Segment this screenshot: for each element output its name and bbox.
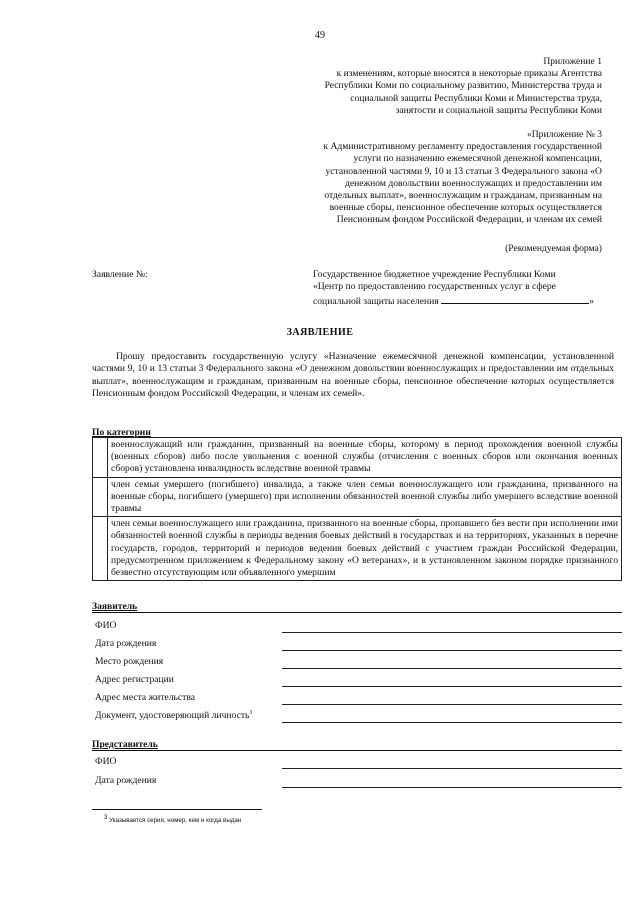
categories-table (92, 437, 622, 581)
appendix-1-line: к изменениям, которые вносятся в некоторые приказы Агентства (336, 68, 602, 80)
addressee-blank-line[interactable] (441, 294, 589, 304)
applicant-section-title: Заявитель (92, 601, 138, 612)
applicant-residence-address-label: Адрес места жительства (95, 692, 196, 703)
appendix-1-line: Республики Коми по социальному развитию, Министерства труда и (324, 80, 602, 92)
appendix-3-line: военные сборы, пенсионное обеспечение которых осуществляется (329, 202, 602, 214)
application-number-label: Заявление №: (92, 269, 148, 280)
recommended-form-note: (Рекомендуемая форма) (505, 243, 602, 254)
footnote-reference: 3 (249, 710, 253, 716)
categories-title: По категории (92, 427, 151, 438)
page-number: 49 (315, 30, 325, 41)
category-row (93, 438, 622, 478)
appendix-3-line: Пенсионным фондом Российской Федерации, и членам их семей (336, 214, 602, 226)
representative-fio-label: ФИО (95, 756, 117, 767)
appendix-3-line: к Административному регламенту предоставления государственной (323, 141, 602, 153)
category-text: член семьи военнослужащего или гражданина, призванного на военные сборы, пропавшего без вести при исполнении ими обязанностей военной службы в периоды ведения боевых действий в государствах и на территориях, указанных в перечне государств, городов, территорий и периодов ведения боевых действий с участием граждан Российской Федерации, предусмотренном приложением к Федеральному закону «О ветеранах», и в установленном законом порядке признанного безвестно отсутствующим или объявленного умершим (108, 517, 622, 581)
applicant-registration-address-label: Адрес регистрации (95, 674, 174, 685)
appendix-3-line: денежном довольствии военнослужащих и предоставлении им (344, 177, 602, 189)
applicant-id-document-text: Документ, удостоверяющий личность (95, 710, 250, 722)
addressee-line-1: Государственное бюджетное учреждение Республики Коми (313, 269, 556, 280)
applicant-id-document-input[interactable] (282, 722, 622, 723)
appendix-3-line: установленной частями 9, 10 и 13 статьи 3 Федерального закона «О (325, 165, 602, 177)
applicant-section-line (92, 612, 622, 613)
applicant-birthplace-input[interactable] (282, 668, 622, 669)
applicant-birthdate-input[interactable] (282, 650, 622, 651)
document-title: ЗАЯВЛЕНИЕ (286, 327, 354, 338)
applicant-id-document-label (95, 710, 252, 721)
category-row (93, 517, 622, 581)
appendix-1-title: Приложение 1 (543, 56, 602, 67)
applicant-fio-label: ФИО (95, 620, 117, 631)
appendix-1-block (250, 56, 602, 117)
addressee-block (313, 269, 613, 308)
appendix-1-line: занятости и социальной защиты Республики Коми (395, 104, 602, 116)
appendix-3-block (250, 129, 602, 227)
category-text: член семьи умершего (погибшего) инвалида, а также член семьи военнослужащего или гражданина, призванного на военные сборы, погибшего (умершего) при исполнении обязанностей военной службы либо умершего вследствие военной травмы (108, 477, 622, 517)
request-paragraph: Прошу предоставить государственную услугу «Назначение ежемесячной денежной компенсации, установленной частями 9, 10 и 13 статьи 3 Федерального закона «О денежном довольствии военнослужащих и предоставлении им отдельных выплат», военнослужащим и гражданам, призванным на военные сборы, пенсионное обеспечение которых осуществляется Пенсионным фондом Российской Федерации, и членам их семей». (92, 351, 614, 400)
category-checkbox[interactable] (93, 477, 108, 517)
addressee-line-2: «Центр по предоставлению государственных услуг в сфере (313, 281, 556, 293)
appendix-3-title: «Приложение № 3 (526, 129, 602, 140)
footnote-rule (92, 809, 262, 810)
footnote (104, 815, 241, 824)
appendix-1-line: социальной защиты Республики Коми и Министерства труда, (350, 92, 602, 104)
representative-section-line (92, 750, 622, 751)
addressee-line-3 (313, 294, 613, 308)
category-checkbox[interactable] (93, 517, 108, 581)
applicant-birthplace-label: Место рождения (95, 656, 164, 667)
representative-fio-input[interactable] (282, 768, 622, 769)
footnote-text: Указывается серия, номер, кем и когда выдан (109, 817, 242, 825)
appendix-3-line: услуги по назначению ежемесячной денежной компенсации, (353, 153, 602, 165)
category-row (93, 477, 622, 517)
category-text: военнослужащий или гражданин, призванный на военные сборы, которому в период прохождения военной службы (военных сборов) либо после увольнения с военной службы (отчисления с военных сборов или окончания военных сборов) установлена инвалидность вследствие военной травмы (108, 438, 622, 478)
addressee-line-3-text: социальной защиты населения (313, 295, 439, 307)
footnote-mark: 3 (104, 815, 108, 821)
addressee-quote-end: » (589, 295, 594, 307)
representative-section-title: Представитель (92, 739, 158, 750)
applicant-birthdate-label: Дата рождения (95, 638, 157, 649)
representative-birthdate-input[interactable] (282, 787, 622, 788)
category-checkbox[interactable] (93, 438, 108, 478)
applicant-registration-address-input[interactable] (282, 686, 622, 687)
applicant-fio-input[interactable] (282, 632, 622, 633)
appendix-3-line: отдельных выплат», военнослужащим и гражданам, призванным на (324, 190, 602, 202)
representative-birthdate-label: Дата рождения (95, 775, 157, 786)
applicant-residence-address-input[interactable] (282, 704, 622, 705)
